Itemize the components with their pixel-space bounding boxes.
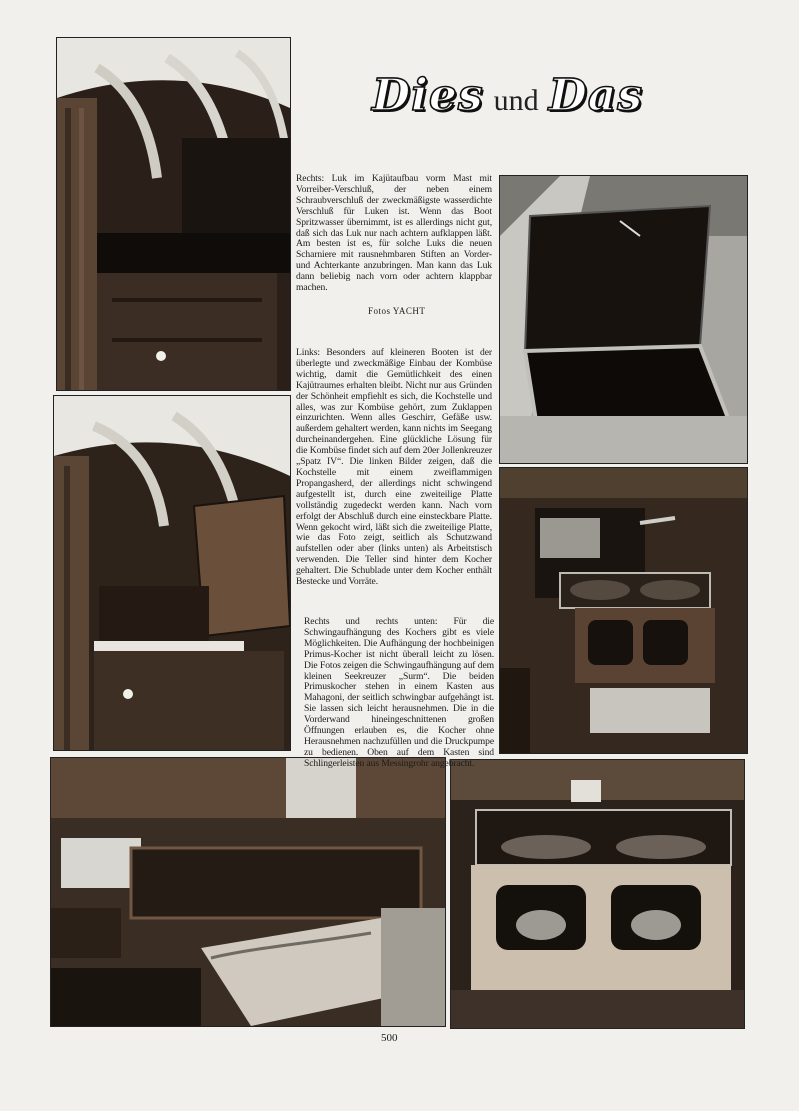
title-word-das: Das bbox=[548, 70, 644, 121]
article-title bbox=[372, 70, 702, 130]
caption-gimbal: Rechts und rechts unten: Für die Schwingaufhängung des Kochers gibt es viele Möglichkeiten. Die Aufhängung der hochbeinigen Primus-Kocher ist nicht überall leicht zu lösen. Die Fotos zeigen die Schwingaufhängung auf dem kleinen Seekreuzer „Surm“. Die beiden Primuskocher stehen in einem Kasten aus Mahagoni, der seitlich schwingbar aufgehängt ist. Sie lassen sich leicht herausnehmen. Die in die Vorderwand hineingeschnittenen großen Öffnungen erlauben es, die Kocher ohne Herausnehmen nachzufüllen und die Druckpumpe zu bedienen. Oben auf dem Kasten sind Schlingerleisten aus Messingrohr angebracht. bbox=[304, 616, 494, 769]
photo-hatch-open bbox=[499, 175, 748, 464]
photo-primus-box bbox=[450, 759, 745, 1029]
page-number: 500 bbox=[381, 1032, 398, 1044]
caption-hatch: Rechts: Luk im Kajütaufbau vorm Mast mit Vorreiber-Verschluß, der neben einem Schraubverschluß der zweckmäßigste wasserdichte Verschluß für Luken ist. Wenn das Boot Spritzwasser übernimmt, ist es allerdings nicht gut, daß sich das Luk nur nach achtern aufklappen läßt. Am besten ist es, für solche Luks die neuen Scharniere mit rausnehmbaren Stiften an Vorder- und Achterkante anzubringen. Man kann das Luk dann beliebig nach vorn oder achtern klappbar machen. bbox=[296, 173, 492, 294]
photo-credit: Fotos YACHT bbox=[368, 306, 426, 316]
caption-galley: Links: Besonders auf kleineren Booten ist der überlegte und zweckmäßige Einbau der Kombüse wichtig, damit die Gemütlichkeit des einen Kajütraumes erhalten bleibt. Nicht nur aus Gründen der Schönheit empfiehlt es sich, die Kochstelle und alles, was zur Kombüse gehört, zum Zuklappen einzurichten. Wenn alles Geschirr, Gefäße usw. außerdem gehaltert werden, kann nichts im Seegang durcheinandergehen. Eine glückliche Lösung für die Kombüse findet sich auf dem 20er Jollenkreuzer „Spatz IV“. Die linken Bilder zeigen, daß die Kochstelle mit einem zweiflammigen Propangasherd, der allerdings nicht schwingend aufgestellt ist, durch eine zweiteilige Platte vollständig zugedeckt werden kann. Nach vorn erfolgt der Abschluß durch eine einsteckbare Platte. Wenn gekocht wird, läßt sich die zweiteilige Platte, wie das Foto zeigt, seitlich als Schutzwand aufstellen oder aber (links unten) als Arbeitstisch verwenden. Die Teller sind hinter dem Kocher gehaltert. Die Schublade unter dem Kocher enthält Bestecke und Vorräte. bbox=[296, 347, 492, 588]
title-word-und: und bbox=[493, 84, 539, 117]
photo-galley-open bbox=[53, 395, 291, 751]
title-word-dies: Dies bbox=[372, 70, 484, 121]
photo-gimbal-stove bbox=[499, 467, 748, 754]
photo-galley-table bbox=[50, 757, 446, 1027]
photo-galley-closed bbox=[56, 37, 291, 391]
